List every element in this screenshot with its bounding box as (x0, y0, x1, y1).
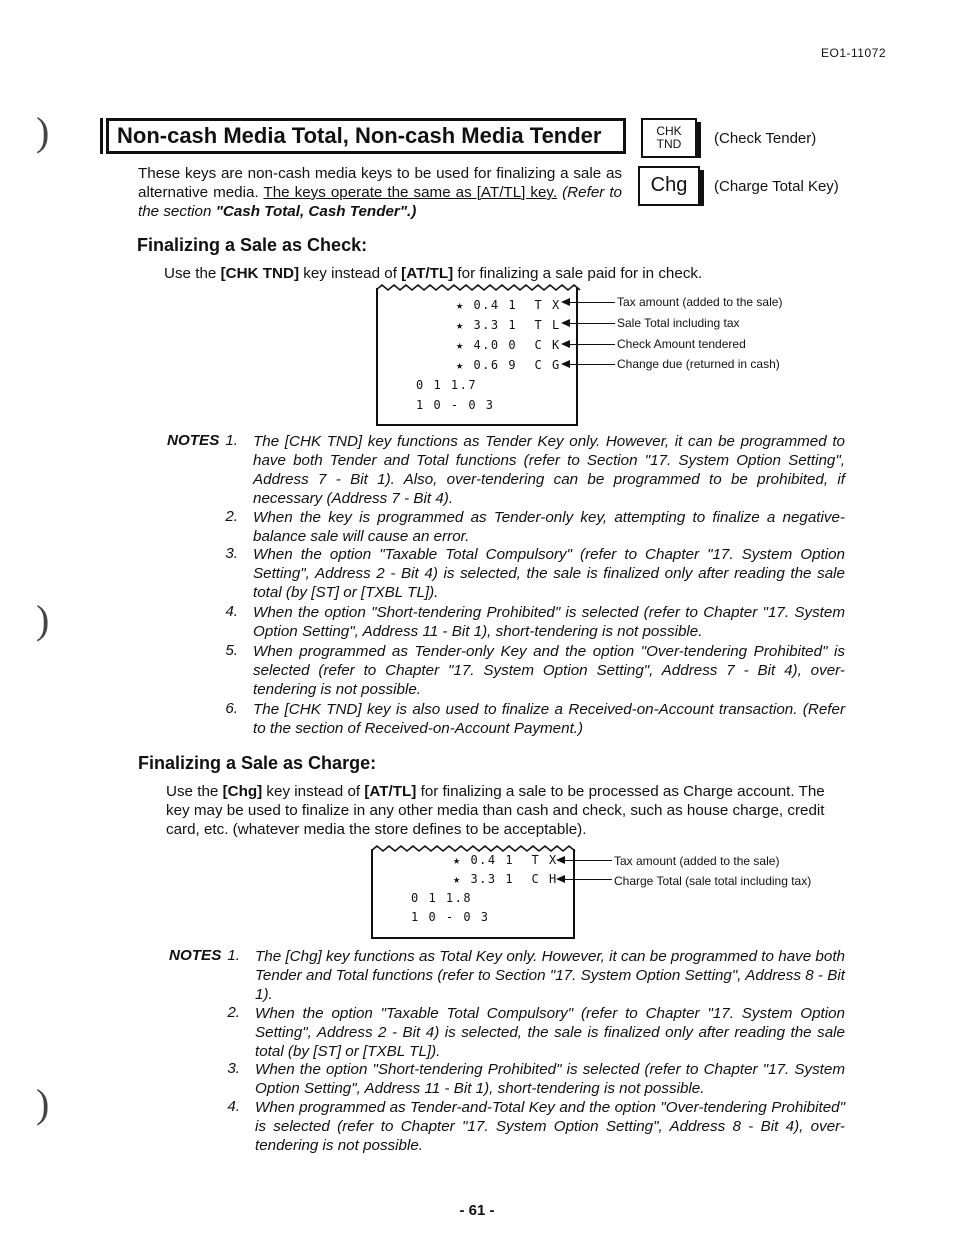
charge-note-3: When the option "Short-tendering Prohibited" is selected (refer to Chapter "17. System Option Setting", Address 11 - Bit 1), short-tendering is not possible. (255, 1061, 845, 1097)
intro-ref: (Refer to the section (138, 184, 622, 220)
receipt-annotation: Tax amount (added to the sale) (617, 295, 783, 309)
receipt-line: 0 1 1.7 (416, 378, 478, 392)
notes-label (167, 432, 219, 449)
check-note-5: When programmed as Tender-only Key and the option "Over-tendering Prohibited" is selected (refer to Chapter "17. System Option Setting", Address 7 - Bit 4), over-tendering is not possible. (253, 643, 845, 698)
notes-label-text: NOTES (167, 432, 220, 449)
note-number: 1. (225, 432, 238, 449)
note-number: 3. (225, 545, 238, 562)
page-number: - 61 - (459, 1202, 495, 1219)
note-number: 5. (225, 642, 238, 659)
note-number: 4. (225, 603, 238, 620)
charge-note-4: When programmed as Tender-and-Total Key and the option "Over-tendering Prohibited" is selected (refer to Chapter "17. System Option Setting", Address 8 - Bit 4), over-tendering is not possible. (255, 1099, 845, 1154)
receipt-annotation: Sale Total including tax (617, 316, 740, 330)
check-receipt (376, 288, 578, 426)
section-title: Non-cash Media Total, Non-cash Media Tender (106, 118, 626, 154)
binder-mark: ) (36, 109, 50, 154)
binder-mark: ) (36, 597, 50, 642)
arrow-icon (563, 364, 615, 365)
note-number: 6. (225, 700, 238, 717)
arrow-icon (563, 323, 615, 324)
chk-tnd-key-icon (641, 118, 697, 158)
receipt-annotation: Charge Total (sale total including tax) (614, 874, 812, 888)
intro-underlined: The keys operate the same as [AT/TL] key. (263, 184, 558, 201)
receipt-annotation: Check Amount tendered (617, 337, 746, 351)
check-tender-label: (Check Tender) (714, 130, 817, 147)
check-intro-key-b: [AT/TL] (401, 265, 454, 282)
charge-intro-key-a: [Chg] (222, 783, 263, 800)
intro-ref-bold: "Cash Total, Cash Tender".) (215, 203, 417, 220)
note-number: 3. (227, 1060, 240, 1077)
check-intro-key-a: [CHK TND] (220, 265, 300, 282)
receipt-line: 1 0 - 0 3 (411, 910, 490, 924)
charge-note-2: When the option "Taxable Total Compulsory" (refer to Chapter "17. System Option Setting", Address 2 - Bit 4) is selected, the sale is finalized only after reading the sale total (by [ST] or [TXBL TL]). (255, 1005, 845, 1060)
note-number: 2. (225, 508, 238, 525)
receipt-line: ★ 3.3 1 T L (456, 318, 561, 332)
charge-intro-key-b: [AT/TL] (364, 783, 417, 800)
receipt-line: ★ 3.3 1 C H (453, 872, 558, 886)
key-cap-line2: TND (656, 137, 682, 151)
receipt-line: 0 1 1.8 (411, 891, 473, 905)
notes-label-text: NOTES (169, 947, 222, 964)
note-number: 2. (227, 1004, 240, 1021)
charge-note-1: The [Chg] key functions as Total Key only. However, it can be programmed to have both Tender and Total functions (refer to Section "17. System Option Setting", Address 8 - Bit 1). (255, 948, 845, 1003)
check-note-6: The [CHK TND] key is also used to finalize a Received-on-Account transaction. (Refer to the section of Received-on-Account Payment.) (253, 701, 845, 737)
receipt-line: ★ 0.4 1 T X (456, 298, 561, 312)
notes-label (169, 947, 221, 964)
check-note-1: The [CHK TND] key functions as Tender Key only. However, it can be programmed to have both Tender and Total functions (refer to Section "17. System Option Setting", Address 7 - Bit 1). Also, over-tendering can be programmed to be prohibited, if necessary (Address 7 - Bit 4). (253, 433, 845, 507)
charge-intro-b: key instead of (262, 783, 365, 800)
arrow-icon (558, 879, 612, 880)
check-note-4: When the option "Short-tendering Prohibited" is selected (refer to Chapter "17. System Option Setting", Address 11 - Bit 1), short-tendering is not possible. (253, 604, 845, 640)
charge-receipt (371, 849, 575, 939)
intro-text: These keys are non-cash media keys to be used for finalizing a sale as alternative media. (138, 165, 622, 201)
check-heading: Finalizing a Sale as Check: (137, 235, 368, 255)
check-note-3: When the option "Taxable Total Compulsory" (refer to Chapter "17. System Option Setting", Address 2 - Bit 4) is selected, the sale is finalized only after reading the sale total (by [ST] or [TXBL TL]). (253, 546, 845, 601)
check-intro-a: Use the (164, 265, 221, 282)
binder-mark: ) (36, 1081, 50, 1126)
receipt-annotation: Tax amount (added to the sale) (614, 854, 780, 868)
charge-total-label: (Charge Total Key) (714, 178, 839, 195)
arrow-icon (558, 860, 612, 861)
charge-intro-c: for finalizing a sale to be processed as Charge account. The key may be used to finalize in any other media than cash and check, such as house charge, credit card, etc. (whatever media the store defines to be acceptable). (166, 783, 825, 838)
charge-intro (166, 782, 846, 839)
receipt-tear-edge (376, 282, 582, 292)
chg-key-icon: Chg (638, 166, 700, 206)
receipt-line: 1 0 - 0 3 (416, 398, 495, 412)
note-number: 4. (227, 1098, 240, 1115)
key-cap-line1: CHK (656, 124, 682, 138)
receipt-line: ★ 0.6 9 C G (456, 358, 561, 372)
check-intro-b: key instead of (299, 265, 402, 282)
check-intro (164, 264, 702, 283)
intro-paragraph (138, 164, 622, 221)
receipt-annotation: Change due (returned in cash) (617, 357, 780, 371)
document-id: EO1-11072 (821, 46, 886, 60)
receipt-line: ★ 4.0 0 C K (456, 338, 561, 352)
check-intro-c: for finalizing a sale paid for in check. (453, 265, 703, 282)
check-note-2: When the key is programmed as Tender-only key, attempting to finalize a negative-balance sale will cause an error. (253, 509, 845, 545)
receipt-line: ★ 0.4 1 T X (453, 853, 558, 867)
charge-heading: Finalizing a Sale as Charge: (138, 753, 377, 773)
arrow-icon (563, 344, 615, 345)
receipt-tear-edge (371, 843, 579, 853)
charge-intro-a: Use the (166, 783, 223, 800)
note-number: 1. (227, 947, 240, 964)
arrow-icon (563, 302, 615, 303)
